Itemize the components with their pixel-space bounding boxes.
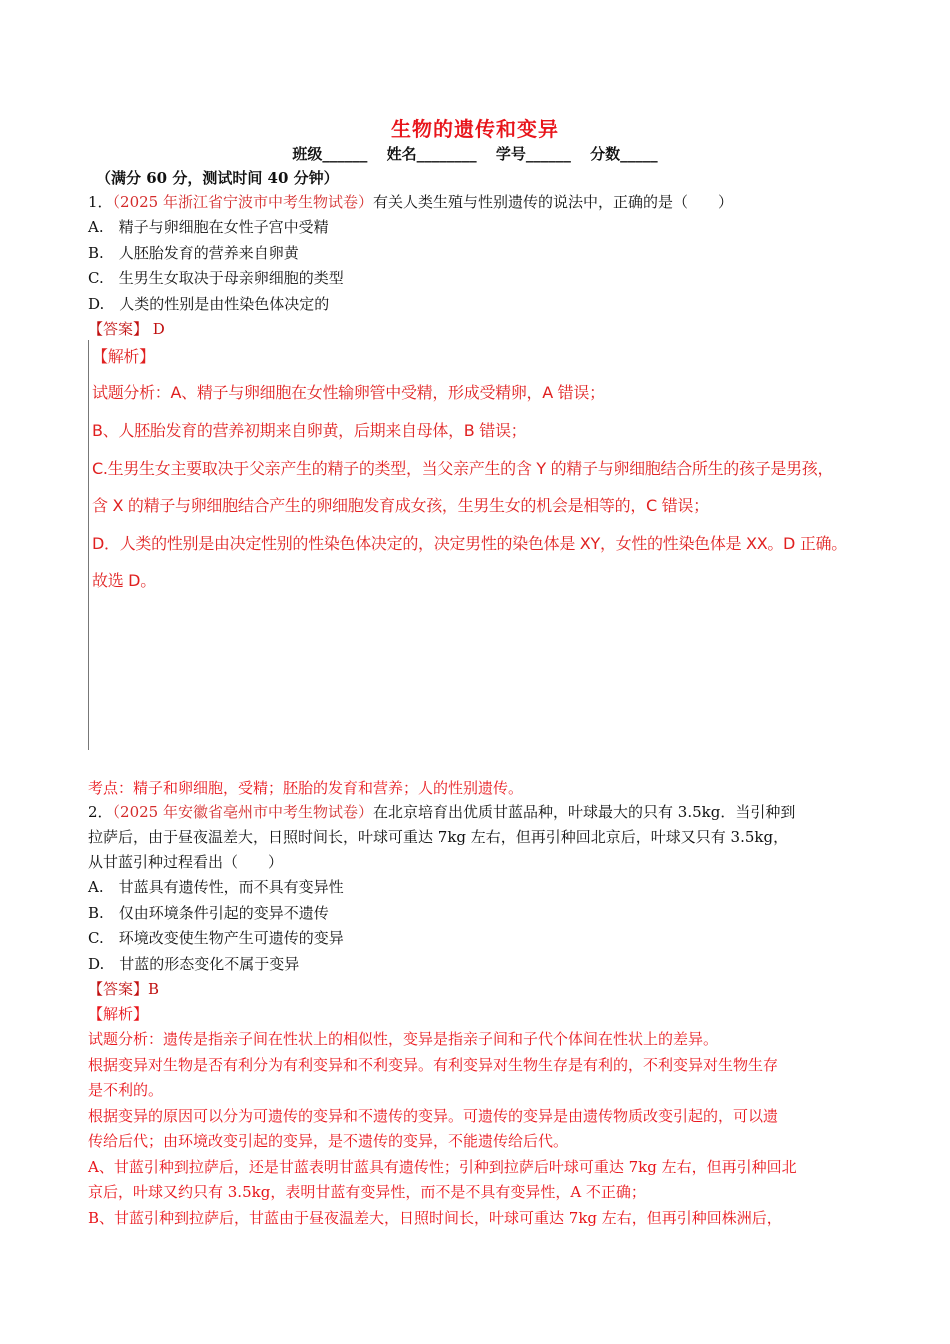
page-title: 生物的遗传和变异 xyxy=(391,117,559,141)
q2-number: 2． xyxy=(88,803,113,821)
q2-source: （2025 年安徽省亳州市中考生物试卷） xyxy=(112,803,373,821)
q2-analysis-line: 根据变异对生物是否有利分为有利变异和不利变异。有利变异对生物生存是有利的，不利变异对生物生存 xyxy=(88,1056,779,1074)
q1-stem: 有关人类生殖与性别遗传的说法中，正确的是（ ） xyxy=(373,193,734,211)
q1-analysis-line: C.生男生女主要取决于父亲产生的精子的类型，当父亲产生的含 Y 的精子与卵细胞结合所生的孩子是男孩， xyxy=(92,459,834,478)
q2-option-c: C. 环境改变使生物产生可遗传的变异 xyxy=(88,929,344,947)
q1-kaodian: 考点：精子和卵细胞，受精；胚胎的发育和营养；人的性别遗传。 xyxy=(88,779,524,797)
q1-option-b: B. 人胚胎发育的营养来自卵黄 xyxy=(88,244,299,262)
q2-analysis-line: A、甘蓝引种到拉萨后，还是甘蓝表明甘蓝具有遗传性；引种到拉萨后叶球可重达 7kg 左右，但再引种回北 xyxy=(88,1158,797,1176)
q2-stem-line-2: 拉萨后，由于昼夜温差大，日照时间长，叶球可重达 7kg 左右，但再引种回北京后，叶球又只有 3.5kg， xyxy=(88,828,789,846)
q1-analysis-line: 试题分析：A、精子与卵细胞在女性输卵管中受精，形成受精卵，A 错误； xyxy=(92,383,605,402)
q2-analysis-line: 传给后代；由环境改变引起的变异，是不遗传的变异，不能遗传给后代。 xyxy=(88,1132,569,1150)
q1-option-d: D. 人类的性别是由性染色体决定的 xyxy=(88,295,330,313)
q1-analysis-title: 【解析】 xyxy=(92,347,155,366)
q2-analysis-title: 【解析】 xyxy=(88,1005,149,1023)
q1-analysis-line: 含 X 的精子与卵细胞结合产生的卵细胞发育成女孩，生男生女的机会是相等的，C 错误； xyxy=(92,496,709,515)
student-info-line: 班级______ 姓名________ 学号______ 分数_____ xyxy=(292,145,658,163)
q1-option-a: A. 精子与卵细胞在女性子宫中受精 xyxy=(88,218,329,236)
q2-option-b: B. 仅由环境条件引起的变异不遗传 xyxy=(88,904,329,922)
q2-analysis-line: 试题分析：遗传是指亲子间在性状上的相似性，变异是指亲子间和子代个体间在性状上的差异。 xyxy=(88,1030,719,1048)
q2-analysis-line: 根据变异的原因可以分为可遗传的变异和不遗传的变异。可遗传的变异是由遗传物质改变引起的，可以遗 xyxy=(88,1107,779,1125)
q2-answer: 【答案】B xyxy=(88,980,160,998)
q1-source: （2025 年浙江省宁波市中考生物试卷） xyxy=(112,193,373,211)
q1-analysis-line: D．人类的性别是由决定性别的性染色体决定的，决定男性的染色体是 XY，女性的性染色体是 XX。D 正确。 xyxy=(92,534,847,553)
q1-analysis-border xyxy=(88,340,89,750)
q2-stem-line xyxy=(88,802,795,822)
q1-option-c: C. 生男生女取决于母亲卵细胞的类型 xyxy=(88,269,344,287)
test-meta: （满分 60 分，测试时间 40 分钟） xyxy=(96,169,339,187)
q1-stem-line xyxy=(88,192,733,212)
q2-stem: 在北京培育出优质甘蓝品种，叶球最大的只有 3.5kg．当引种到 xyxy=(373,803,796,821)
q2-analysis-line: 是不利的。 xyxy=(88,1081,164,1099)
q2-option-a: A. 甘蓝具有遗传性，而不具有变异性 xyxy=(88,878,344,896)
q2-option-d: D. 甘蓝的形态变化不属于变异 xyxy=(88,955,300,973)
q2-analysis-line: B、甘蓝引种到拉萨后，甘蓝由于昼夜温差大，日照时间长，叶球可重达 7kg 左右，但再引种回株洲后， xyxy=(88,1209,782,1227)
q1-number: 1． xyxy=(88,193,113,211)
q1-analysis-line: B、人胚胎发育的营养初期来自卵黄，后期来自母体，B 错误； xyxy=(92,421,527,440)
q2-analysis-line: 京后，叶球又约只有 3.5kg，表明甘蓝有变异性，而不是不具有变异性，A 不正确； xyxy=(88,1183,646,1201)
q1-analysis-line: 故选 D。 xyxy=(92,571,156,590)
q1-answer: 【答案】 D xyxy=(88,320,165,338)
q2-stem-line-3: 从甘蓝引种过程看出（ ） xyxy=(88,853,284,871)
